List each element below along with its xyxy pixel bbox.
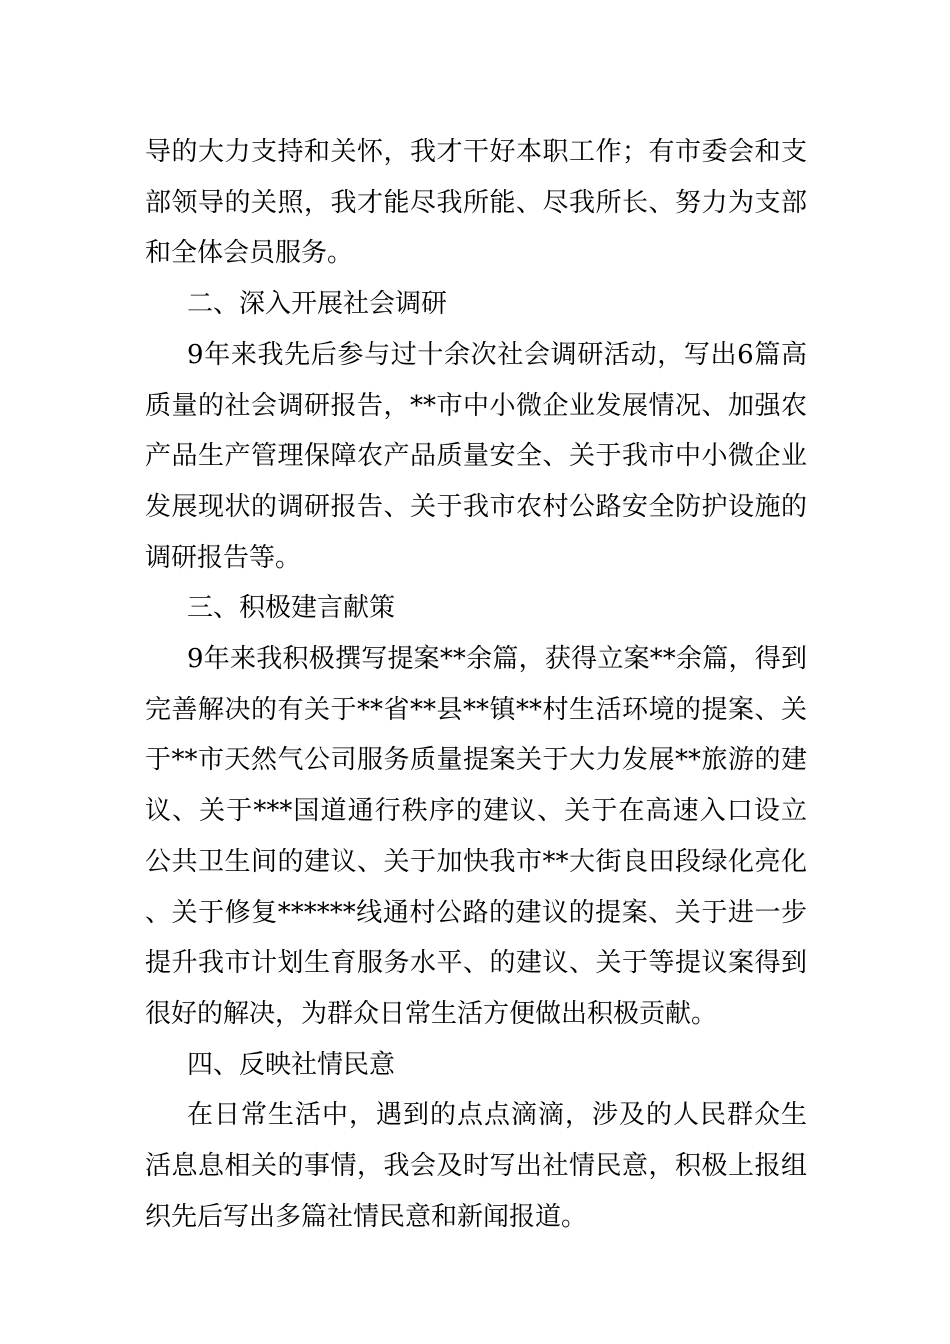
body-paragraph-public-opinion: 在日常生活中，遇到的点点滴滴，涉及的人民群众生活息息相关的事情，我会及时写出社情民意，积极上报组织先后写出多篇社情民意和新闻报道。 — [145, 1100, 807, 1232]
section-heading-3: 三、积极建言献策 — [187, 593, 396, 624]
body-paragraph-continuation: 导的大力支持和关怀，我才干好本职工作；有市委会和支部领导的关照，我才能尽我所能、尽我所长、努力为支部和全体会员服务。 — [145, 137, 807, 269]
document-page — [145, 127, 807, 1242]
body-paragraph-proposals: 9年来我积极撰写提案**余篇，获得立案**余篇，得到完善解决的有关于**省**县**镇**村生活环境的提案、关于**市天然气公司服务质量提案关于大力发展**旅游的建议、关于***国道通行秩序的建议、关于在高速入口设立公共卫生间的建议、关于加快我市**大街良田段绿化亮化、关于修复******线通村公路的建议的提案、关于进一步提升我市计划生育服务水平、的建议、关于等提议案得到很好的解决，为群众日常生活方便做出积极贡献。 — [145, 644, 807, 1029]
body-paragraph-research: 9年来我先后参与过十余次社会调研活动，写出6篇高质量的社会调研报告，**市中小微企业发展情况、加强农产品生产管理保障农产品质量安全、关于我市中小微企业发展现状的调研报告、关于我市农村公路安全防护设施的调研报告等。 — [145, 339, 807, 573]
section-heading-2: 二、深入开展社会调研 — [187, 289, 448, 320]
section-heading-4: 四、反映社情民意 — [187, 1049, 396, 1080]
